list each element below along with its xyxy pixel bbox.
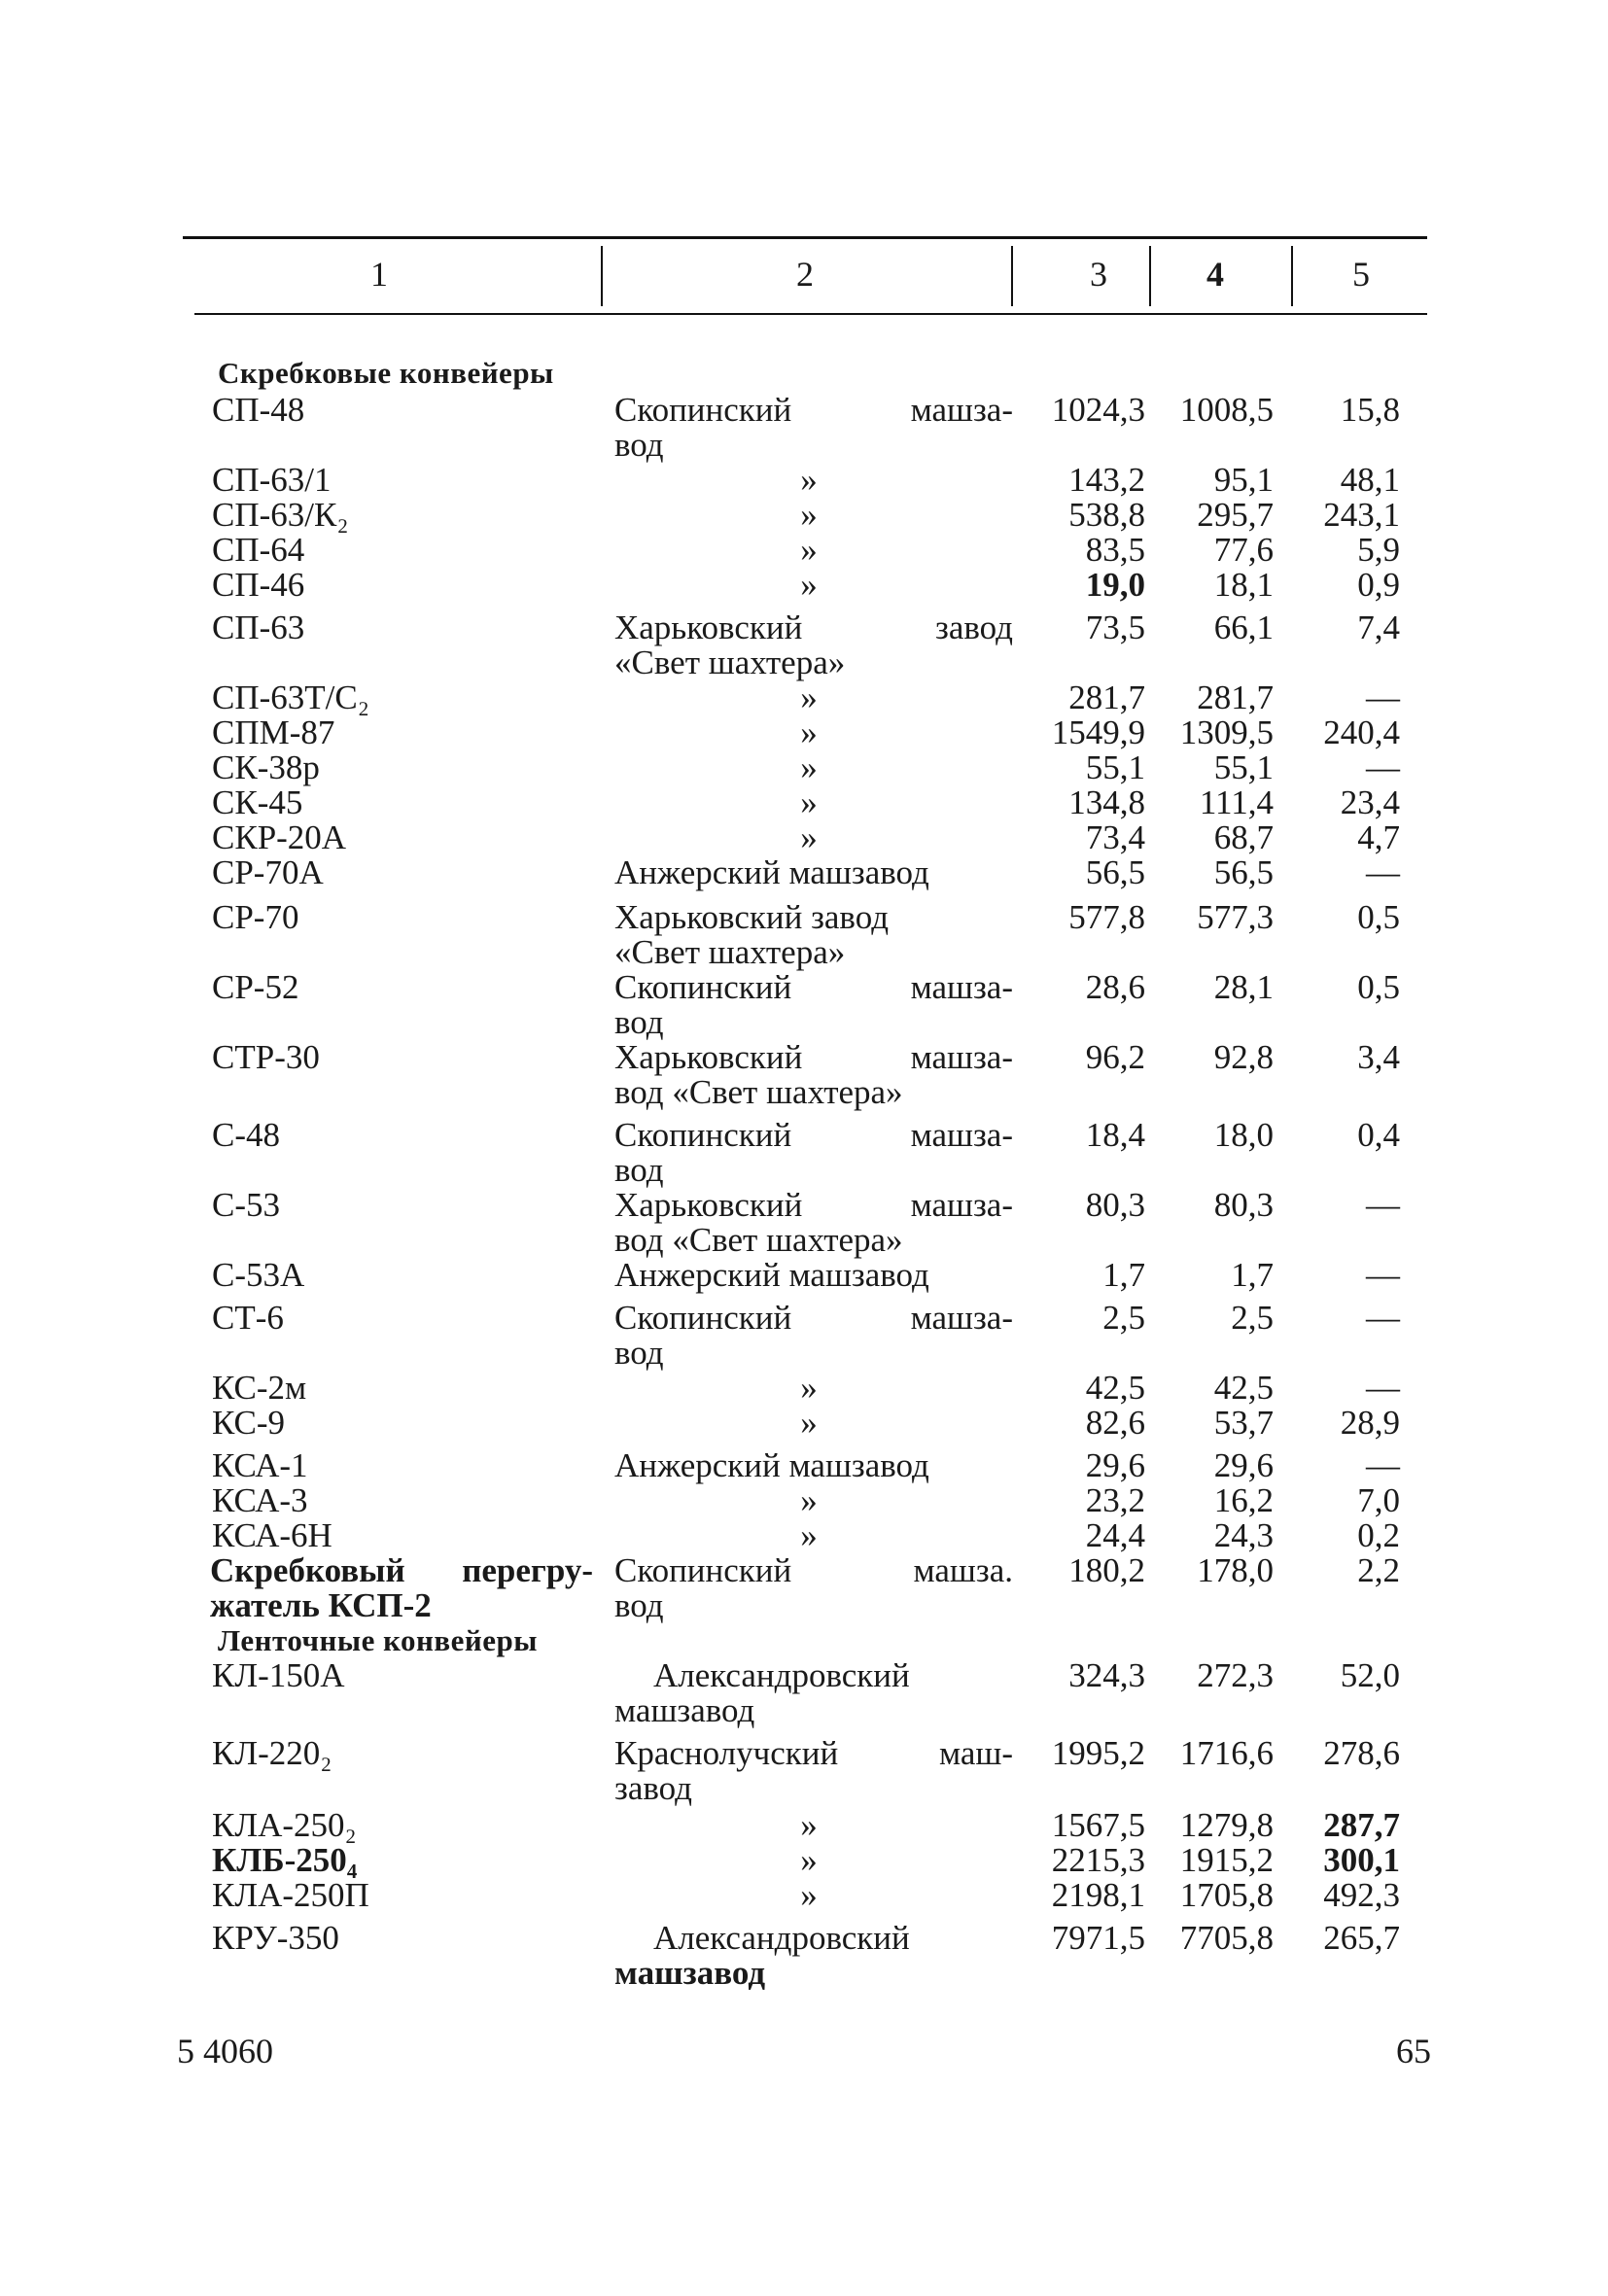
value-col-5: 240,4 <box>1323 713 1400 751</box>
value-col-5: — <box>1366 748 1400 786</box>
value-col-5: 15,8 <box>1340 391 1400 429</box>
value-col-3: 2215,3 <box>1051 1841 1145 1879</box>
value-col-4: 178,0 <box>1197 1551 1274 1589</box>
model-cell: С-48 <box>212 1116 280 1154</box>
value-col-3: 82,6 <box>1085 1404 1145 1442</box>
ditto-mark: » <box>800 748 818 786</box>
value-col-5: 4,7 <box>1357 818 1400 856</box>
manufacturer-line: Краснолучский маш- <box>614 1734 1013 1772</box>
value-col-5: 3,4 <box>1357 1038 1400 1076</box>
model-cell: СП-48 <box>212 391 305 429</box>
manufacturer-cell <box>614 393 1013 463</box>
value-col-4: 53,7 <box>1213 1404 1274 1442</box>
model-cell: КСА-6Н <box>212 1516 332 1554</box>
value-col-5: — <box>1366 1186 1400 1224</box>
value-col-3: 1,7 <box>1102 1256 1145 1294</box>
value-col-3: 538,8 <box>1068 496 1145 534</box>
value-col-4: 7705,8 <box>1179 1919 1274 1957</box>
value-col-4: 18,1 <box>1213 566 1274 604</box>
manufacturer-line: Александровский <box>653 1919 910 1957</box>
value-col-3: 55,1 <box>1085 748 1145 786</box>
value-col-4: 66,1 <box>1213 609 1274 646</box>
ditto-mark: » <box>800 1876 818 1914</box>
ditto-mark: » <box>800 678 818 716</box>
value-col-5: 265,7 <box>1323 1919 1400 1957</box>
ditto-mark: » <box>800 1841 818 1879</box>
value-col-4: 281,7 <box>1197 678 1274 716</box>
value-col-3: 1024,3 <box>1051 391 1145 429</box>
manufacturer-line-2: «Свет шахтера» <box>614 933 846 971</box>
model-cell: КС-2м <box>212 1369 307 1407</box>
manufacturer-line-2: «Свет шахтера» <box>614 644 846 681</box>
value-col-3: 1549,9 <box>1051 713 1145 751</box>
header-col-4: 4 <box>1206 255 1224 294</box>
model-cell: КЛА-250₂ <box>212 1806 357 1844</box>
ditto-mark: » <box>800 1481 818 1519</box>
value-col-5: 28,9 <box>1340 1404 1400 1442</box>
value-col-5: 0,9 <box>1357 566 1400 604</box>
value-col-3: 281,7 <box>1068 678 1145 716</box>
value-col-4: 42,5 <box>1213 1369 1274 1407</box>
manufacturer-line: Харьковский завод <box>614 609 1013 646</box>
value-col-4: 2,5 <box>1231 1299 1274 1337</box>
model-cell: СТР-30 <box>212 1038 320 1076</box>
manufacturer-line-2: вод <box>614 1334 664 1372</box>
manufacturer-cell: Анжерский машзавод <box>614 1256 929 1294</box>
manufacturer-line: Скопинский машза- <box>614 1116 1013 1154</box>
manufacturer-line: Скопинский машза- <box>614 391 1013 429</box>
model-cell: СПМ-87 <box>212 713 335 751</box>
header-col-2: 2 <box>796 255 814 294</box>
value-col-5: 492,3 <box>1323 1876 1400 1914</box>
value-col-4: 1008,5 <box>1179 391 1274 429</box>
value-col-3: 56,5 <box>1085 853 1145 891</box>
value-col-5: 300,1 <box>1323 1841 1400 1879</box>
model-cell: КЛБ-250₄ <box>212 1841 358 1879</box>
value-col-4: 56,5 <box>1213 853 1274 891</box>
value-col-3: 1567,5 <box>1051 1806 1145 1844</box>
model-cell: СР-52 <box>212 968 299 1006</box>
model-cell: СП-63/К₂ <box>212 496 349 534</box>
print-code: 5 4060 <box>177 2032 273 2070</box>
value-col-5: 2,2 <box>1357 1551 1400 1589</box>
value-col-5: 7,0 <box>1357 1481 1400 1519</box>
ditto-mark: » <box>800 783 818 821</box>
value-col-3: 2198,1 <box>1051 1876 1145 1914</box>
model-cell: СТ-6 <box>212 1299 284 1337</box>
value-col-4: 295,7 <box>1197 496 1274 534</box>
manufacturer-line-2: завод <box>614 1769 692 1807</box>
manufacturer-line-2: машзавод <box>614 1954 766 1992</box>
manufacturer-cell <box>614 900 1013 970</box>
manufacturer-cell <box>614 610 1013 680</box>
manufacturer-line: Харьковский машза- <box>614 1038 1013 1076</box>
value-col-3: 18,4 <box>1085 1116 1145 1154</box>
model-cell: СР-70А <box>212 853 324 891</box>
manufacturer-cell <box>614 1301 1013 1371</box>
value-col-4: 55,1 <box>1213 748 1274 786</box>
manufacturer-cell <box>614 1658 1013 1728</box>
value-col-4: 92,8 <box>1213 1038 1274 1076</box>
value-col-3: 42,5 <box>1085 1369 1145 1407</box>
manufacturer-cell <box>614 1553 1013 1623</box>
model-cell: КС-9 <box>212 1404 285 1442</box>
value-col-5: — <box>1366 1369 1400 1407</box>
model-line: Скребковый перегру- <box>210 1551 593 1589</box>
model-cell: СК-45 <box>212 783 303 821</box>
model-cell: СКР-20А <box>212 818 347 856</box>
value-col-3: 143,2 <box>1068 461 1145 499</box>
value-col-4: 68,7 <box>1213 818 1274 856</box>
manufacturer-line: Скопинский машза. <box>614 1551 1013 1589</box>
value-col-4: 24,3 <box>1213 1516 1274 1554</box>
value-col-3: 73,4 <box>1085 818 1145 856</box>
value-col-5: 243,1 <box>1323 496 1400 534</box>
value-col-4: 77,6 <box>1213 531 1274 569</box>
manufacturer-cell <box>614 1040 1013 1110</box>
manufacturer-cell: Анжерский машзавод <box>614 853 929 891</box>
manufacturer-cell <box>614 1188 1013 1258</box>
value-col-4: 1309,5 <box>1179 713 1274 751</box>
value-col-3: 24,4 <box>1085 1516 1145 1554</box>
value-col-4: 577,3 <box>1197 898 1274 936</box>
model-cell: С-53 <box>212 1186 280 1224</box>
value-col-5: — <box>1366 1256 1400 1294</box>
model-line-2: жатель КСП-2 <box>210 1586 432 1624</box>
value-col-5: 5,9 <box>1357 531 1400 569</box>
manufacturer-line-2: вод <box>614 1151 664 1189</box>
value-col-3: 577,8 <box>1068 898 1145 936</box>
model-cell: СП-64 <box>212 531 305 569</box>
value-col-3: 324,3 <box>1068 1656 1145 1694</box>
page-number: 65 <box>1396 2032 1431 2070</box>
value-col-4: 111,4 <box>1199 783 1274 821</box>
value-col-5: 23,4 <box>1340 783 1400 821</box>
model-cell: КЛА-250П <box>212 1876 369 1914</box>
manufacturer-line: Александровский <box>653 1656 910 1694</box>
model-cell: СП-63 <box>212 609 305 646</box>
value-col-4: 16,2 <box>1213 1481 1274 1519</box>
model-cell: КРУ-350 <box>212 1919 339 1957</box>
value-col-5: 48,1 <box>1340 461 1400 499</box>
manufacturer-line: Скопинский машза- <box>614 1299 1013 1337</box>
value-col-4: 1915,2 <box>1179 1841 1274 1879</box>
ditto-mark: » <box>800 818 818 856</box>
ditto-mark: » <box>800 1516 818 1554</box>
manufacturer-line-2: машзавод <box>614 1691 755 1729</box>
model-cell: КСА-1 <box>212 1446 308 1484</box>
value-col-3: 2,5 <box>1102 1299 1145 1337</box>
ditto-mark: » <box>800 461 818 499</box>
value-col-5: — <box>1366 853 1400 891</box>
value-col-4: 29,6 <box>1213 1446 1274 1484</box>
model-cell: КЛ-220₂ <box>212 1734 332 1772</box>
value-col-5: — <box>1366 1446 1400 1484</box>
model-cell <box>210 1553 593 1623</box>
value-col-5: 278,6 <box>1323 1734 1400 1772</box>
manufacturer-line: Харьковский машза- <box>614 1186 1013 1224</box>
model-cell: СП-63/1 <box>212 461 332 499</box>
value-col-4: 18,0 <box>1213 1116 1274 1154</box>
header-col-5: 5 <box>1352 255 1370 294</box>
value-col-3: 134,8 <box>1068 783 1145 821</box>
value-col-4: 1705,8 <box>1179 1876 1274 1914</box>
ditto-mark: » <box>800 566 818 604</box>
ditto-mark: » <box>800 531 818 569</box>
header-col-3: 3 <box>1090 255 1107 294</box>
value-col-5: 0,2 <box>1357 1516 1400 1554</box>
value-col-5: 52,0 <box>1340 1656 1400 1694</box>
manufacturer-line-2: вод <box>614 1586 664 1624</box>
manufacturer-cell: Анжерский машзавод <box>614 1446 929 1484</box>
value-col-4: 28,1 <box>1213 968 1274 1006</box>
model-cell: КСА-3 <box>212 1481 308 1519</box>
ditto-mark: » <box>800 713 818 751</box>
value-col-3: 73,5 <box>1085 609 1145 646</box>
model-cell: СП-63Т/С₂ <box>212 678 369 716</box>
section-title: Ленточные конвейеры <box>218 1623 538 1657</box>
value-col-4: 272,3 <box>1197 1656 1274 1694</box>
manufacturer-cell <box>614 1921 1013 1991</box>
manufacturer-line: Скопинский машза- <box>614 968 1013 1006</box>
model-cell: С-53А <box>212 1256 305 1294</box>
manufacturer-line-2: вод «Свет шахтера» <box>614 1221 903 1259</box>
value-col-4: 1716,6 <box>1179 1734 1274 1772</box>
value-col-5: 0,5 <box>1357 898 1400 936</box>
value-col-5: — <box>1366 1299 1400 1337</box>
model-cell: СК-38р <box>212 748 320 786</box>
ditto-mark: » <box>800 496 818 534</box>
model-cell: СР-70 <box>212 898 299 936</box>
value-col-5: 0,5 <box>1357 968 1400 1006</box>
ditto-mark: » <box>800 1404 818 1442</box>
value-col-3: 80,3 <box>1085 1186 1145 1224</box>
value-col-4: 80,3 <box>1213 1186 1274 1224</box>
value-col-3: 7971,5 <box>1051 1919 1145 1957</box>
value-col-5: — <box>1366 678 1400 716</box>
ditto-mark: » <box>800 1806 818 1844</box>
manufacturer-line: Харьковский завод <box>614 898 890 936</box>
value-col-5: 287,7 <box>1323 1806 1400 1844</box>
value-col-5: 7,4 <box>1357 609 1400 646</box>
manufacturer-line-2: вод <box>614 1003 664 1041</box>
manufacturer-line-2: вод «Свет шахтера» <box>614 1073 903 1111</box>
value-col-3: 83,5 <box>1085 531 1145 569</box>
value-col-3: 96,2 <box>1085 1038 1145 1076</box>
value-col-3: 28,6 <box>1085 968 1145 1006</box>
manufacturer-cell <box>614 1118 1013 1188</box>
value-col-4: 1279,8 <box>1179 1806 1274 1844</box>
value-col-4: 95,1 <box>1213 461 1274 499</box>
value-col-3: 1995,2 <box>1051 1734 1145 1772</box>
value-col-3: 29,6 <box>1085 1446 1145 1484</box>
manufacturer-cell <box>614 1736 1013 1806</box>
model-cell: СП-46 <box>212 566 305 604</box>
model-cell: КЛ-150А <box>212 1656 345 1694</box>
value-col-4: 1,7 <box>1231 1256 1274 1294</box>
value-col-3: 19,0 <box>1085 566 1145 604</box>
manufacturer-cell <box>614 970 1013 1040</box>
ditto-mark: » <box>800 1369 818 1407</box>
section-title: Скребковые конвейеры <box>218 356 554 390</box>
value-col-5: 0,4 <box>1357 1116 1400 1154</box>
manufacturer-line-2: вод <box>614 426 664 464</box>
header-col-1: 1 <box>370 255 388 294</box>
value-col-3: 23,2 <box>1085 1481 1145 1519</box>
value-col-3: 180,2 <box>1068 1551 1145 1589</box>
